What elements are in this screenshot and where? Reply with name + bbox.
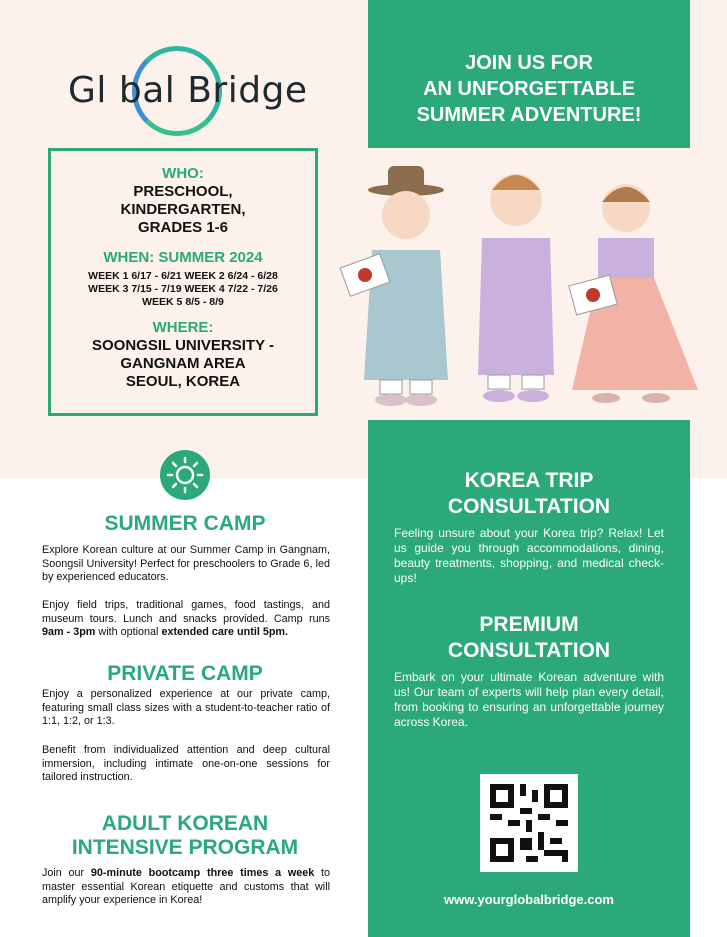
week-line: WEEK 1 6/17 - 6/21 WEEK 2 6/24 - 6/28 (88, 270, 278, 282)
trip-title-line: CONSULTATION (447, 495, 611, 518)
adult-title-line: ADULT KOREAN (101, 812, 269, 835)
private-camp-text-2: Benefit from individualized attention and deep cultural immersion, including intimate one-on-one sessions for tailored instruction. (42, 744, 330, 783)
adult-title-line: INTENSIVE PROGRAM (71, 836, 299, 859)
headline-line: AN UNFORGETTABLE (423, 78, 635, 100)
when-label: WHEN: SUMMER 2024 (103, 249, 263, 266)
who-label: WHO: (162, 165, 204, 182)
summer-camp-text-2: Enjoy field trips, traditional games, food tastings, and museum tours. Lunch and snacks provided. Camp runs 9am - 3pm with optional extended care until 5pm. (42, 599, 330, 638)
trip-title (368, 468, 690, 520)
week-line: WEEK 3 7/15 - 7/19 WEEK 4 7/22 - 7/26 (88, 283, 278, 295)
adult-program-title (0, 812, 370, 860)
children-hanbok-illustration (336, 160, 706, 410)
private-camp-text-1: Enjoy a personalized experience at our private camp, featuring small class sizes with a student-to-teacher ratio of 1:1, 1:2, or 1:3. (42, 688, 330, 727)
where-label: WHERE: (152, 319, 214, 336)
sun-icon (160, 450, 210, 500)
premium-text: Embark on your ultimate Korean adventure with us! Our team of experts will help plan every detail, from booking to ensuring an unforgettable journey across Korea. (394, 670, 664, 729)
trip-title-line: KOREA TRIP (464, 469, 594, 492)
summer-camp-title: SUMMER CAMP (104, 512, 266, 535)
website-link[interactable]: www.yourglobalbridge.com (444, 892, 614, 907)
where-line: SEOUL, KOREA (125, 373, 241, 390)
who-line: KINDERGARTEN, (120, 201, 246, 218)
where-line: SOONGSIL UNIVERSITY - (92, 337, 274, 354)
summer-camp-text-1: Explore Korean culture at our Summer Camp in Gangnam, Soongsil University! Perfect for preschoolers to Grade 6, led by experienced educators. (42, 544, 330, 583)
where-line: GANGNAM AREA (120, 355, 246, 372)
event-info-box (48, 148, 318, 416)
who-line: PRESCHOOL, (133, 183, 233, 200)
premium-title-line: CONSULTATION (447, 639, 611, 662)
week-line: WEEK 5 8/5 - 8/9 (142, 296, 224, 308)
headline-line: JOIN US FOR (465, 52, 593, 74)
logo-text: Gl bal Bridge (68, 70, 308, 111)
headline (368, 50, 690, 128)
private-camp-title: PRIVATE CAMP (107, 662, 263, 685)
trip-text: Feeling unsure about your Korea trip? Relax! Let us guide you through accommodations, dining, beauty treatments, shopping, and medical check-ups! (394, 526, 664, 585)
global-bridge-logo (60, 40, 320, 140)
adult-program-text: Join our 90-minute bootcamp three times a week to master essential Korean etiquette and customs that will amplify your experience in Korea! (42, 867, 330, 906)
headline-line: SUMMER ADVENTURE! (416, 104, 642, 126)
qr-code[interactable] (480, 774, 578, 872)
headline-panel (368, 0, 690, 148)
premium-title (368, 612, 690, 664)
consultation-panel (368, 420, 690, 937)
premium-title-line: PREMIUM (479, 613, 579, 636)
who-line: GRADES 1-6 (137, 219, 229, 236)
